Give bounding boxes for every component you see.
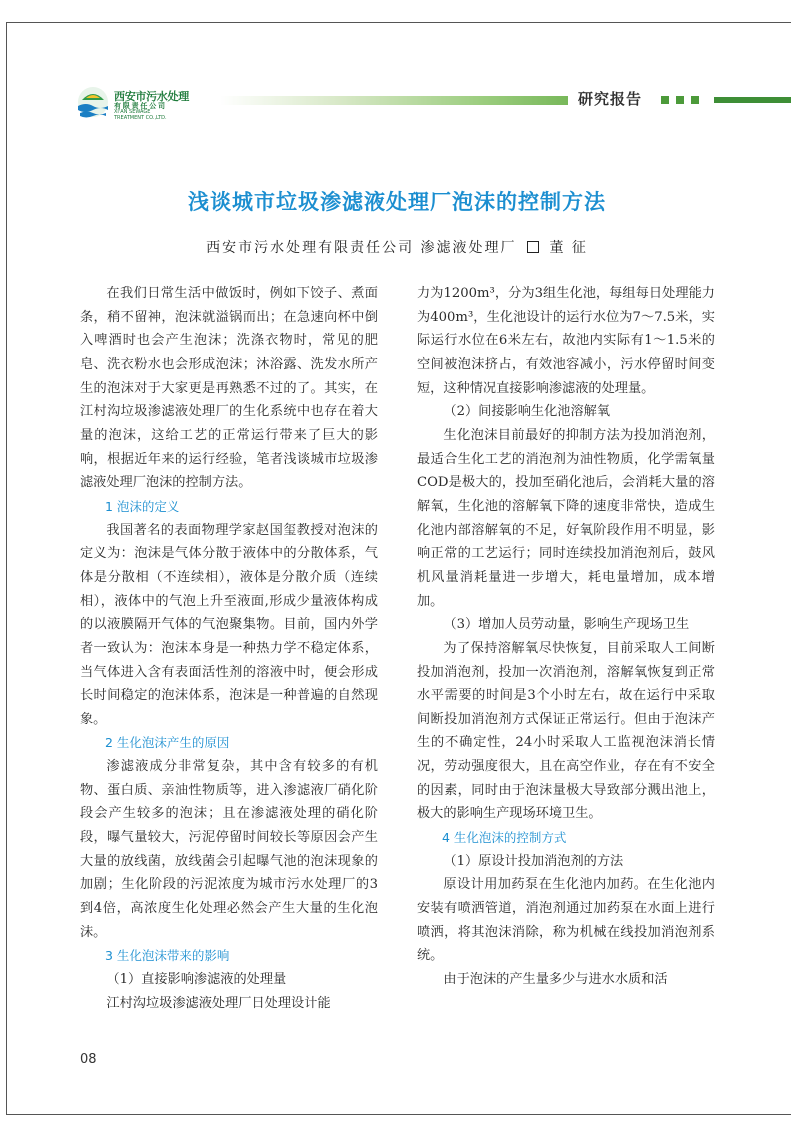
- paragraph-dosing-design: 原设计用加药泵在生化池内加药。在生化池内安装有喷洒管道，消泡剂通过加药泵在水面上进行喷洒，将其泡沫消除，称为机械在线投加消泡剂系统。: [417, 877, 715, 964]
- paragraph-impact-continued: 力为1200m³，分为3组生化池，每组每日处理能力为400m³，生化池设计的运行水位为7～7.5米，实际运行水位在6米左右，故池内实际有1～1.5米的空间被泡沫挤占，有效池容减小，污水停留时间变短，这种情况直接影响渗滤液的处理量。: [417, 286, 715, 396]
- paragraph-impact-start: 江村沟垃圾渗滤液处理厂日处理设计能: [106, 995, 331, 1011]
- subheading-3-1: （1）直接影响渗滤液的处理量: [106, 972, 287, 988]
- article-title: 浅谈城市垃圾渗滤液处理厂泡沫的控制方法: [188, 190, 606, 214]
- subheading-3-3: （3）增加人员劳动量，影响生产现场卫生: [443, 617, 690, 633]
- header-gradient-bar: [220, 96, 568, 105]
- article-byline: [0, 237, 794, 257]
- logo-name-en-line2: TREATMENT CO.,LTD.: [114, 114, 167, 121]
- section-heading-2: 2 生化泡沫产生的原因: [105, 735, 230, 751]
- company-logo: [74, 84, 224, 124]
- page-number: 08: [80, 1052, 97, 1067]
- header-square-1: [661, 96, 669, 104]
- section-heading-1: 1 泡沫的定义: [105, 498, 180, 514]
- section-tag: 研究报告: [578, 90, 643, 108]
- logo-name-cn-suffix: 有限责任公司: [114, 102, 167, 110]
- byline-organization: 西安市污水处理有限责任公司 渗滤液处理厂: [206, 240, 517, 256]
- header-square-2: [676, 96, 684, 104]
- paragraph-foam-volume: 由于泡沫的产生量多少与进水水质和活: [443, 972, 668, 988]
- header-square-3: [691, 96, 699, 104]
- paragraph-definition: 我国著名的表面物理学家赵国玺教授对泡沫的定义为：泡沫是气体分散于液体中的分散体系，气体是分散相（不连续相），液体是分散介质（连续相），液体中的气泡上升至液面,形成少量液体构成的以液膜隔开气体的气泡聚集物。目前，国内外学者一致认为：泡沫本身是一种热力学不稳定体系，当气体进入含有表面活性剂的溶液中时，便会形成长时间稳定的泡沫体系，泡沫是一种普遍的自然现象。: [80, 522, 378, 727]
- header-tail-bar: [714, 97, 791, 103]
- logo-name-en: [114, 110, 167, 121]
- left-column: [80, 282, 378, 1015]
- subheading-4-1: （1）原设计投加消泡剂的方法: [443, 853, 624, 869]
- byline-author: 董 征: [549, 240, 588, 256]
- paragraph-intro: 在我们日常生活中做饭时，例如下饺子、煮面条，稍不留神，泡沫就溢锅而出；在急速向杯中倒入啤酒时也会产生泡沫；洗涤衣物时，常见的肥皂、洗衣粉水也会形成泡沫；沐浴露、洗发水所产生的泡沫对于大家更是再熟悉不过的了。其实，在江村沟垃圾渗滤液处理厂的生化系统中也存在着大量的泡沫，这给工艺的正常运行带来了巨大的影响，根据近年来的运行经验，笔者浅谈城市垃圾渗滤液处理厂泡沫的控制方法。: [80, 286, 378, 491]
- right-column: [417, 282, 715, 992]
- section-heading-3: 3 生化泡沫带来的影响: [105, 948, 230, 964]
- logo-name-cn: 西安市污水处理: [114, 90, 189, 103]
- paragraph-labor: 为了保持溶解氧尽快恢复，目前采取人工间断投加消泡剂，投加一次消泡剂，溶解氧恢复到正常水平需要的时间是3个小时左右，故在运行中采取间断投加消泡剂方式保证正常运行。但由于泡沫产生的不确定性，24小时采取人工监视泡沫消长情况，劳动强度很大，且在高空作业，存在有不安全的因素，同时由于泡沫量极大导致部分溅出池上，极大的影响生产现场环境卫生。: [417, 640, 715, 822]
- author-box-icon: [527, 241, 539, 253]
- section-heading-4: 4 生化泡沫的控制方式: [442, 830, 567, 846]
- subheading-3-2: （2）间接影响生化池溶解氧: [443, 404, 611, 420]
- paragraph-dissolved-oxygen: 生化泡沫目前最好的抑制方法为投加消泡剂，最适合生化工艺的消泡剂为油性物质，化学需氧量COD是极大的，投加至硝化池后，会消耗大量的溶解氧，生化池的溶解氧下降的速度非常快，造成生化池内部溶解氧的不足，好氧阶段作用不明显，影响正常的工艺运行；同时连续投加消泡剂后，鼓风机风量消耗量进一步增大，耗电量增加，成本增加。: [417, 427, 715, 609]
- logo-name-en-line1: XI'AN SEWAGE: [114, 109, 151, 115]
- logo-emblem-icon: [74, 86, 112, 120]
- paragraph-causes: 渗滤液成分非常复杂，其中含有较多的有机物、蛋白质、亲油性物质等，进入渗滤液厂硝化阶段会产生较多的泡沫；且在渗滤液处理的硝化阶段，曝气量较大，污泥停留时间较长等原因会产生大量的放线菌，放线菌会引起曝气池的泡沫现象的加剧；生化阶段的污泥浓度为城市污水处理厂的3到4倍，高浓度生化处理必然会产生大量的生化泡沫。: [80, 759, 378, 940]
